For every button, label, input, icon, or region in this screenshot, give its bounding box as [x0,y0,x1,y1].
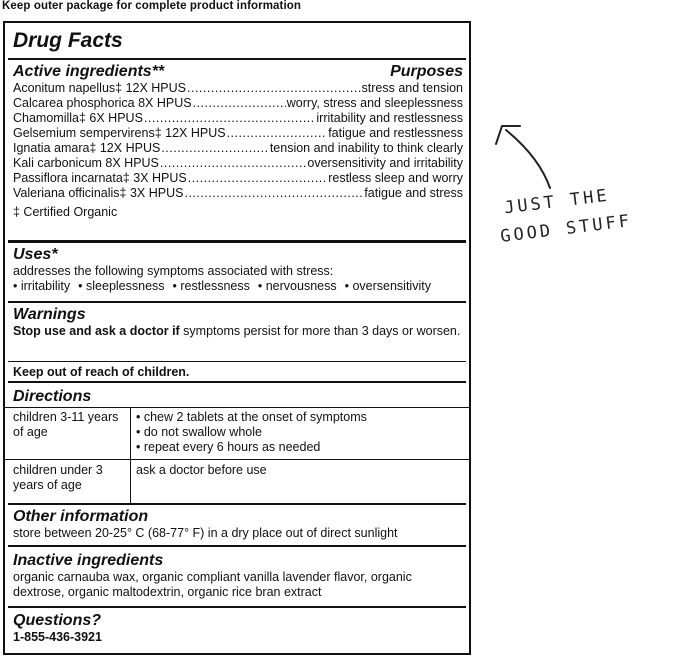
warnings-heading: Warnings [13,306,86,323]
ingredient-purpose: restless sleep and worry [328,171,463,185]
directions-column-rule [130,407,131,503]
other-divider [8,545,466,547]
active-ingredient-row [13,141,463,156]
organic-footnote: ‡ Certified Organic [13,205,118,219]
other-info-text: store between 20-25° C (68-77° F) in a dry place out of direct sunlight [13,526,398,540]
ingredient-purpose: fatigue and restlessness [328,126,463,140]
direction-step: • chew 2 tablets at the onset of symptoms [136,410,367,424]
warnings-text [13,324,463,339]
directions-heading: Directions [13,388,92,405]
ingredient-purpose: oversensitivity and irritability [307,156,463,170]
keep-out-of-reach: Keep out of reach of children. [13,365,190,379]
inactive-divider [8,606,466,608]
ingredient-name: Calcarea phosphorica 8X HPUS [13,96,192,110]
package-note: Keep outer package for complete product information [2,0,302,12]
ingredient-name: Aconitum napellus‡ 12X HPUS [13,81,187,95]
active-ingredients-section [13,63,463,220]
warnings-divider [8,381,466,383]
directions-divider [8,503,466,505]
ingredient-name: Kali carbonicum 8X HPUS [13,156,159,170]
drug-facts-panel [3,21,471,655]
leader-dots [188,171,328,186]
direction-who-1: children 3-11 years of age [13,410,119,439]
drug-facts-title: Drug Facts [13,29,123,52]
uses-text: addresses the following symptoms associated with stress: [13,264,334,278]
inactive-section [13,552,463,600]
direction-step: • do not swallow whole [136,425,262,439]
uses-bullet: • sleeplessness [78,279,165,293]
active-ingredients-heading: Active ingredients** [13,63,165,80]
direction-who-2: children under 3 years of age [13,463,103,492]
uses-heading: Uses* [13,246,58,263]
leader-dots [187,81,361,96]
warnings-subdivider [8,361,466,362]
ingredient-name: Chamomilla‡ 6X HPUS [13,111,143,125]
ingredient-name: Ignatia amara‡ 12X HPUS [13,141,161,155]
purposes-heading: Purposes [390,63,463,80]
ingredient-name: Passiflora incarnata‡ 3X HPUS [13,171,187,185]
inactive-text: organic carnauba wax, organic compliant vanilla lavender flavor, organic dextrose, organic maltodextrin, organic rice bran extract [13,570,412,599]
ingredient-name: Valeriana officinalis‡ 3X HPUS [13,186,184,200]
questions-phone: 1-855-436-3921 [13,630,102,644]
uses-bullet: • nervousness [257,279,337,293]
directions-row-rule [5,459,469,460]
direction-what-2: ask a doctor before use [136,463,267,477]
leader-dots [160,156,306,171]
warnings-section [13,306,463,339]
hand-drawn-arrow-icon [488,118,558,193]
uses-divider [8,301,466,303]
uses-bullet: • irritability [13,279,71,293]
leader-dots [184,186,363,201]
leader-dots [161,141,269,156]
inactive-heading: Inactive ingredients [13,552,164,569]
active-divider [8,240,466,243]
active-ingredient-row [13,111,463,126]
uses-bullets [13,279,463,294]
annotation-line-1: JUST THE [503,185,611,219]
leader-dots [227,126,328,141]
uses-bullet: • oversensitivity [344,279,431,293]
ingredient-purpose: fatigue and stress [364,186,463,200]
active-ingredient-row [13,171,463,186]
questions-section [13,612,469,645]
active-ingredient-row [13,126,463,141]
directions-table [5,407,469,503]
active-ingredient-row [13,96,463,111]
ingredient-purpose: stress and tension [361,81,463,95]
active-ingredient-row [13,81,463,96]
questions-heading: Questions? [13,612,102,629]
leader-dots [144,111,315,126]
warnings-body: symptoms persist for more than 3 days or worsen. [179,324,461,338]
other-info-section [13,508,463,541]
other-info-heading: Other information [13,508,149,525]
ingredient-purpose: worry, stress and sleeplessness [286,96,463,110]
warnings-bold: Stop use and ask a doctor if [13,324,180,338]
active-ingredients-list [13,81,463,201]
direction-step: • repeat every 6 hours as needed [136,440,321,454]
title-divider [8,58,466,60]
leader-dots [193,96,286,111]
ingredient-name: Gelsemium sempervirens‡ 12X HPUS [13,126,226,140]
directions-top-rule [5,407,469,408]
annotation-line-2: GOOD STUFF [499,211,634,247]
uses-bullet: • restlessness [172,279,250,293]
ingredient-purpose: tension and inability to think clearly [269,141,463,155]
active-ingredient-row [13,156,463,171]
direction-what-1 [136,410,367,455]
active-ingredient-row [13,186,463,201]
uses-section [13,246,463,294]
ingredient-purpose: irritability and restlessness [316,111,463,125]
